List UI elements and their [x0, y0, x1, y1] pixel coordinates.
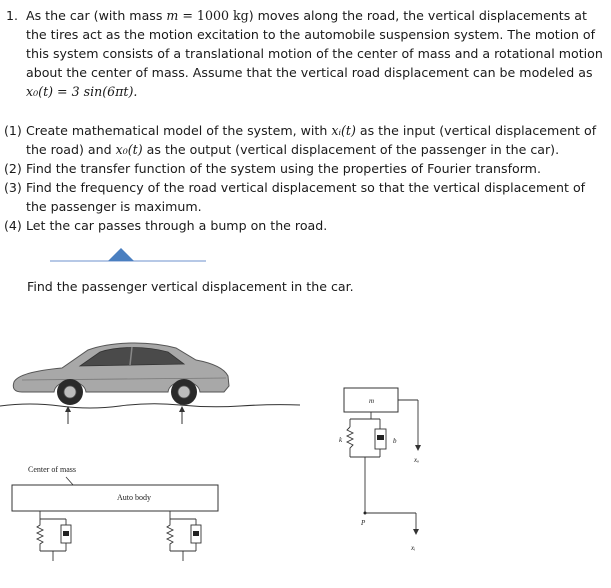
output-arrowhead	[415, 445, 421, 451]
quarter-car-spring	[347, 427, 353, 457]
intro-line-4: about the center of mass. Assume that the vertical road displacement can be modeled as	[26, 65, 593, 80]
output-label: xₒ	[414, 456, 420, 464]
question-1-line-1: Create mathematical model of the system, with xᵢ(t) as the input (vertical displacement of	[26, 123, 597, 138]
question-3-line-2: the passenger is maximum.	[26, 199, 202, 214]
intro-line-1: As the car (with mass m = 1000 kg) moves along the road, the vertical displacements at	[26, 8, 587, 23]
road-bump-diagram	[0, 240, 611, 270]
input-arrowhead	[413, 529, 419, 535]
damper-label: b	[393, 437, 397, 445]
auto-body-label: Auto body	[117, 493, 151, 502]
question-1-line-2: the road) and x₀(t) as the output (vertical displacement of the passenger in the car).	[26, 142, 560, 157]
quarter-car-model	[0, 375, 611, 585]
intro-line-2: the tires act as the motion excitation to the automobile suspension system. The motion of	[26, 27, 596, 42]
point-p-label: P	[361, 519, 366, 527]
question-4-line-1: Let the car passes through a bump on the road.	[26, 218, 328, 233]
center-of-mass-label: Center of mass	[28, 465, 76, 474]
problem-number: 1.	[6, 8, 19, 23]
question-3-marker: (3)	[4, 180, 22, 195]
question-3-line-1: Find the frequency of the road vertical displacement so that the vertical displacement of	[26, 180, 586, 195]
question-2-marker: (2)	[4, 161, 22, 176]
bump-triangle	[108, 248, 134, 261]
question-1-marker: (1)	[4, 123, 22, 138]
question-2-line-1: Find the transfer function of the system using the properties of Fourier transform.	[26, 161, 541, 176]
mass-label: m	[369, 397, 375, 405]
spring-label: k	[339, 436, 343, 444]
road-model-equation: x₀(t) = 3 sin(6πt).	[26, 84, 138, 99]
intro-line-3: this system consists of a translational motion of the center of mass and a rotational motion	[26, 46, 603, 61]
question-4-marker: (4)	[4, 218, 22, 233]
input-label: xᵢ	[411, 544, 416, 552]
bump-prompt: Find the passenger vertical displacement in the car.	[27, 279, 354, 294]
